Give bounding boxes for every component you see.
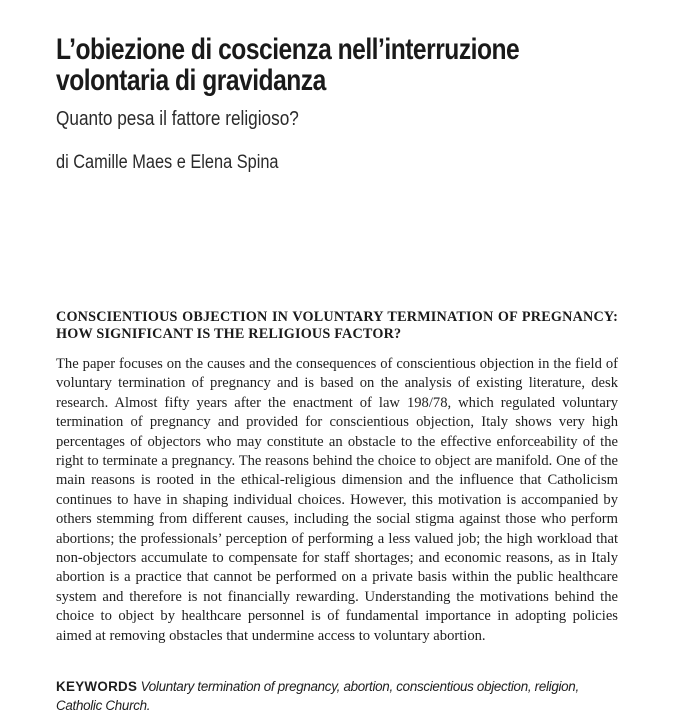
article-header	[56, 34, 618, 175]
keywords-text: Voluntary termination of pregnancy, abortion, conscientious objection, religion, Catholic Church.	[56, 679, 579, 713]
keywords-label: KEYWORDS	[56, 679, 138, 694]
article-subtitle: Quanto pesa il fattore religioso?	[56, 108, 299, 130]
abstract-body: The paper focuses on the causes and the consequences of conscientious objection in the field of voluntary termination of pregnancy and is based on the analysis of existing literature, desk research. Almost fifty years after the enactment of law 198/78, which regulated voluntary termination of pregnancy and provided for conscientious objection, Italy shows very high percentages of objectors who may constitute an obstacle to the effective enforceability of the right to terminate a pregnancy. The reasons behind the choice to object are manifold. One of the main reasons is rooted in the ethical-religious dimension and the influence that Catholicism continues to have in shaping individual choices. However, this motivation is accompanied by others stemming from different causes, including the social stigma against those who perform abortions; the professionals’ perception of performing a less valued job; the high workload that non-objectors accumulate to compensate for staff shortages; and economic reasons, as in Italy abortion is a practice that cannot be performed on a private basis within the public healthcare system and therefore is not financially rewarding. Understanding the motivations behind the choice to object by healthcare personnel is of fundamental importance in adopting policies aimed at removing obstacles that undermine access to voluntary abortion.	[56, 356, 618, 644]
article-authors: di Camille Maes e Elena Spina	[56, 152, 279, 173]
keywords-section	[56, 677, 618, 715]
article-title: L’obiezione di coscienza nell’interruzione volontaria di gravidanza	[56, 33, 520, 97]
abstract-heading: CONSCIENTIOUS OBJECTION IN VOLUNTARY TERMINATION OF PREGNANCY: HOW SIGNIFICANT IS THE RELIGIOUS FACTOR?	[56, 309, 618, 342]
